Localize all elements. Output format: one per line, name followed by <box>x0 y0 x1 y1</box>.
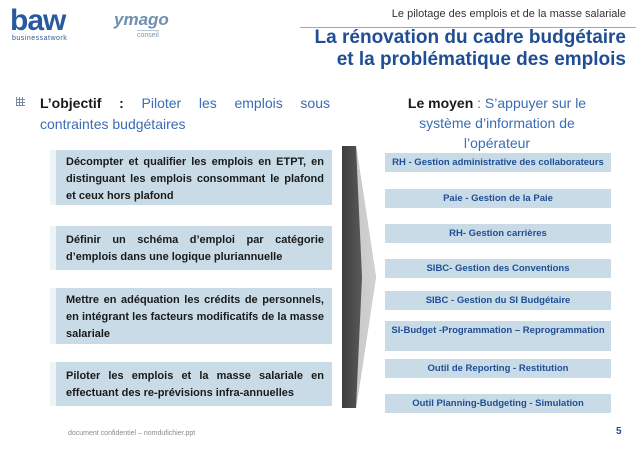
system-item-planning: Outil Planning-Budgeting - Simulation <box>385 394 611 413</box>
objective-separator: : <box>101 95 142 111</box>
objective-box-3: Mettre en adéquation les crédits de personnels, en intégrant les facteurs modificatifs de la masse salariale <box>56 288 332 344</box>
objective-label: L’objectif <box>40 95 102 111</box>
objective-box-2: Définir un schéma d’emploi par catégorie d’emplois dans une logique pluriannuelle <box>56 226 332 270</box>
system-item-paie: Paie - Gestion de la Paie <box>385 189 611 208</box>
slide-title <box>315 27 626 71</box>
title-line-2: et la problématique des emplois <box>336 49 626 70</box>
system-item-sibc-budgetaire: SIBC - Gestion du SI Budgétaire <box>385 291 611 310</box>
means-label: Le moyen <box>407 95 474 111</box>
objective-box-1: Décompter et qualifier les emplois en ETPT, en distinguant les emplois consommant le plafond et ceux hors plafond <box>56 150 332 205</box>
system-item-rh-carrieres: RH- Gestion carrières <box>385 224 611 243</box>
means-heading <box>385 93 609 153</box>
grid-bullet-icon <box>16 97 25 106</box>
page-number: 5 <box>616 426 622 437</box>
system-item-reporting: Outil de Reporting - Restitution <box>385 359 611 378</box>
ymago-logo: ymago <box>114 10 169 29</box>
footer-note: document confidentiel – nomdufichier.ppt <box>68 430 196 437</box>
system-item-rh-admin: RH - Gestion administrative des collaborateurs <box>385 153 611 172</box>
system-item-sibc-conventions: SIBC- Gestion des Conventions <box>385 259 611 278</box>
baw-logo-subtext: businessatwork <box>12 35 68 42</box>
baw-logo: baw <box>10 4 66 37</box>
title-line-1: La rénovation du cadre budgétaire <box>314 27 626 48</box>
means-text: : S’appuyer sur le système d’information de l’opérateur <box>419 95 587 151</box>
objective-box-4: Piloter les emplois et la masse salariale en effectuant des re-prévisions infra-annuelles <box>56 362 332 406</box>
right-arrow-icon <box>342 146 378 408</box>
objective-heading <box>40 93 330 135</box>
system-item-si-budget: SI-Budget -Programmation – Reprogrammation <box>385 321 611 351</box>
objective-text: Piloter les emplois sous contraintes budgétaires <box>40 95 330 132</box>
slide-subtitle: Le pilotage des emplois et de la masse salariale <box>391 8 626 20</box>
ymago-logo-subtext: conseil <box>137 32 159 39</box>
